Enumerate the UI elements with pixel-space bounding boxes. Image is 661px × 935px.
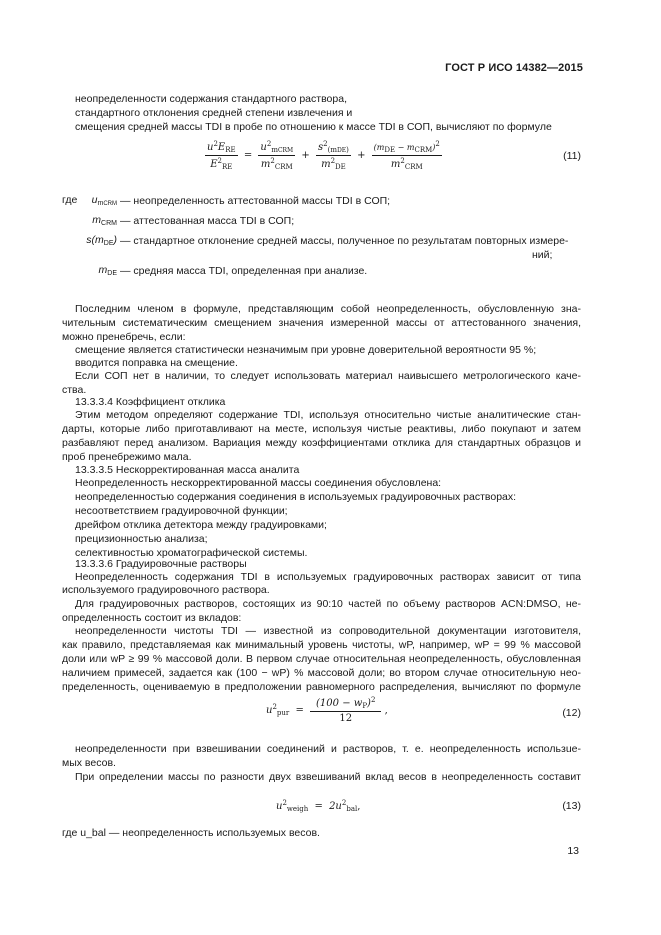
eq11-term3-fraction: $\frac{\text{(mDE − mCRM)2}}{m^2_{CRM}}$ xyxy=(373,140,440,171)
paragraph-line: доли или wP ≥ 99 % массовой доли. В первом случае относительная неопределенность, обусловленная xyxy=(62,653,581,665)
intro-line-1: неопределенности содержания стандартного раствора, xyxy=(75,93,347,105)
paragraph-line: как правило, представляемая как минимальный уровень чистоты, wP, например, wP = 99 % массовой xyxy=(62,639,581,651)
list-item: несоответствием градуировочной функции; xyxy=(75,505,288,517)
paragraph-line: можно пренебречь, если: xyxy=(62,331,186,343)
paragraph-line: Неопределенность нескорректированной массы соединения обусловлена: xyxy=(75,477,442,489)
intro-line-3: смещения средней массы TDI в пробе по отношению к массе TDI в СОП, вычисляют по формуле xyxy=(75,121,552,133)
def-symbol-s-mde: $s(m_{DE})$ xyxy=(86,234,117,247)
paragraph-line: ства. xyxy=(62,384,87,396)
paragraph-line: наличием примесей, задается как (100 − wP) % массовой доли; во втором случае относительную нео- xyxy=(62,667,581,679)
eq11-lhs-fraction xyxy=(205,140,238,171)
def-text-m-crm: — аттестованная масса TDI в СОП; xyxy=(120,215,295,227)
formula-13: $u^2_{weigh} = 2u^2_{bal}$, xyxy=(276,799,361,813)
eq11-term2-fraction: $\frac{s^2_{(mDE)}}{m^2_{DE}}$ xyxy=(317,140,349,171)
footer-definition: где u_bal — неопределенность используемых весов. xyxy=(62,827,320,839)
def-text-m-de: — средняя масса TDI, определенная при анализе. xyxy=(120,265,368,277)
paragraph-line: пределенность, оцениваемую в предположении равномерного распределения, вычисляют по формуле xyxy=(62,681,581,693)
page-number: 13 xyxy=(567,845,579,857)
eq13-rhs: $2u^2_{bal}$ xyxy=(329,799,358,813)
equation-number-12: (12) xyxy=(562,707,581,719)
intro-line-2: стандартного отклонения средней степени извлечения и xyxy=(75,107,353,119)
paragraph-line: чительным систематическим смещением значения измеренной массы от аттестованного значения, xyxy=(62,317,581,329)
eq11-lhs-den: $E^2_{RE}$ xyxy=(210,157,233,171)
def-text-s-mde-b: ний; xyxy=(532,249,553,261)
section-heading-13-3-3-6: 13.3.3.6 Градуировочные растворы xyxy=(75,558,247,570)
eq11-term1-fraction: $\frac{u^2_{mCRM}}{m^2_{CRM}}$ xyxy=(260,140,294,171)
equals-sign: = xyxy=(295,704,304,716)
paragraph-line: Если СОП нет в наличии, то следует использовать материал наивысшего метрологического каче- xyxy=(75,370,581,382)
section-heading-13-3-3-4: 13.3.3.4 Коэффициент отклика xyxy=(75,396,226,408)
paragraph-line: дарты, которые либо приготавливают на месте, используя чистые реактивы, либо покупают и затем xyxy=(62,423,581,435)
paragraph-line: мых весов. xyxy=(62,757,116,769)
def-symbol-u-mcrm: $u_{mCRM}$ xyxy=(91,194,117,207)
equals-sign: = xyxy=(314,801,323,812)
paragraph-line: проб пренебрежимо мала. xyxy=(62,451,192,463)
eq12-lhs: $u^2_{pur}$ xyxy=(266,703,290,717)
eq12-fraction: $\frac{(100 - w_P)^2}{12}$ xyxy=(310,696,381,724)
formula-11 xyxy=(205,140,442,171)
paragraph-line: используемого градуировочного раствора. xyxy=(62,584,270,596)
where-label: где xyxy=(62,194,78,206)
paragraph-line: Этим методом определяют содержание TDI, используя относительно чистые аналитические стан- xyxy=(75,409,581,421)
paragraph-line: неопределенности чистоты TDI — известной из сопроводительной документации изготовителя, xyxy=(75,625,581,637)
paragraph-line: Для градуировочных растворов, состоящих из 90:10 частей по объему растворов ACN:DMSO, не- xyxy=(75,598,581,610)
section-heading-13-3-3-5: 13.3.3.5 Нескорректированная масса аналита xyxy=(75,464,300,476)
paragraph-line: Последним членом в формуле, представляющим собой неопределенность, обусловленную зна- xyxy=(75,303,581,315)
def-symbol-m-crm: $m_{CRM}$ xyxy=(92,214,117,227)
list-item: неопределенностью содержания соединения в используемых градуировочных растворах: xyxy=(75,491,517,503)
list-item: дрейфом отклика детектора между градуировками; xyxy=(75,519,327,531)
eq13-lhs: $u^2_{weigh}$ xyxy=(276,799,309,813)
equation-number-13: (13) xyxy=(562,800,581,812)
paragraph-line: вводится поправка на смещение. xyxy=(75,357,238,369)
plus-sign: + xyxy=(357,150,366,161)
list-item: селективностью хроматографической системы. xyxy=(75,547,308,559)
paragraph-line: Неопределенность содержания TDI в используемых градуировочных растворах зависит от типа xyxy=(75,571,581,583)
equals-sign: = xyxy=(243,150,253,161)
paragraph-line: смещение является статистически незначимым при уровне доверительной вероятности 95 %; xyxy=(75,344,537,356)
def-symbol-m-de: $m_{DE}$ xyxy=(98,264,117,277)
document-id-header: ГОСТ Р ИСО 14382—2015 xyxy=(445,62,583,74)
paragraph-line: разбавляют перед анализом. Вариация между коэффициентами отклика для стандартных образцов и xyxy=(62,437,581,449)
paragraph-line: неопределенности при взвешивании соединений и растворов, т. е. неопределенность использue- xyxy=(75,743,581,755)
def-text-s-mde-a: — стандартное отклонение средней массы, полученное по результатам повторных измере- xyxy=(120,235,569,247)
list-item: прецизионностью анализа; xyxy=(75,533,208,545)
paragraph-line: При определении массы по разности двух взвешиваний вклад весов в неопределенность составит xyxy=(75,771,581,783)
paragraph-line: определенность состоит из вкладов: xyxy=(62,612,242,624)
formula-12: $u^2_{pur}$ = $\frac{(100 - w_P)^2}{12}$ , xyxy=(266,696,388,724)
eq11-lhs-num: $u^2E_{RE}$ xyxy=(207,140,236,154)
plus-sign: + xyxy=(301,150,310,161)
def-text-u-mcrm: — неопределенность аттестованной массы TDI в СОП; xyxy=(120,195,391,207)
equation-number-11: (11) xyxy=(563,150,581,162)
